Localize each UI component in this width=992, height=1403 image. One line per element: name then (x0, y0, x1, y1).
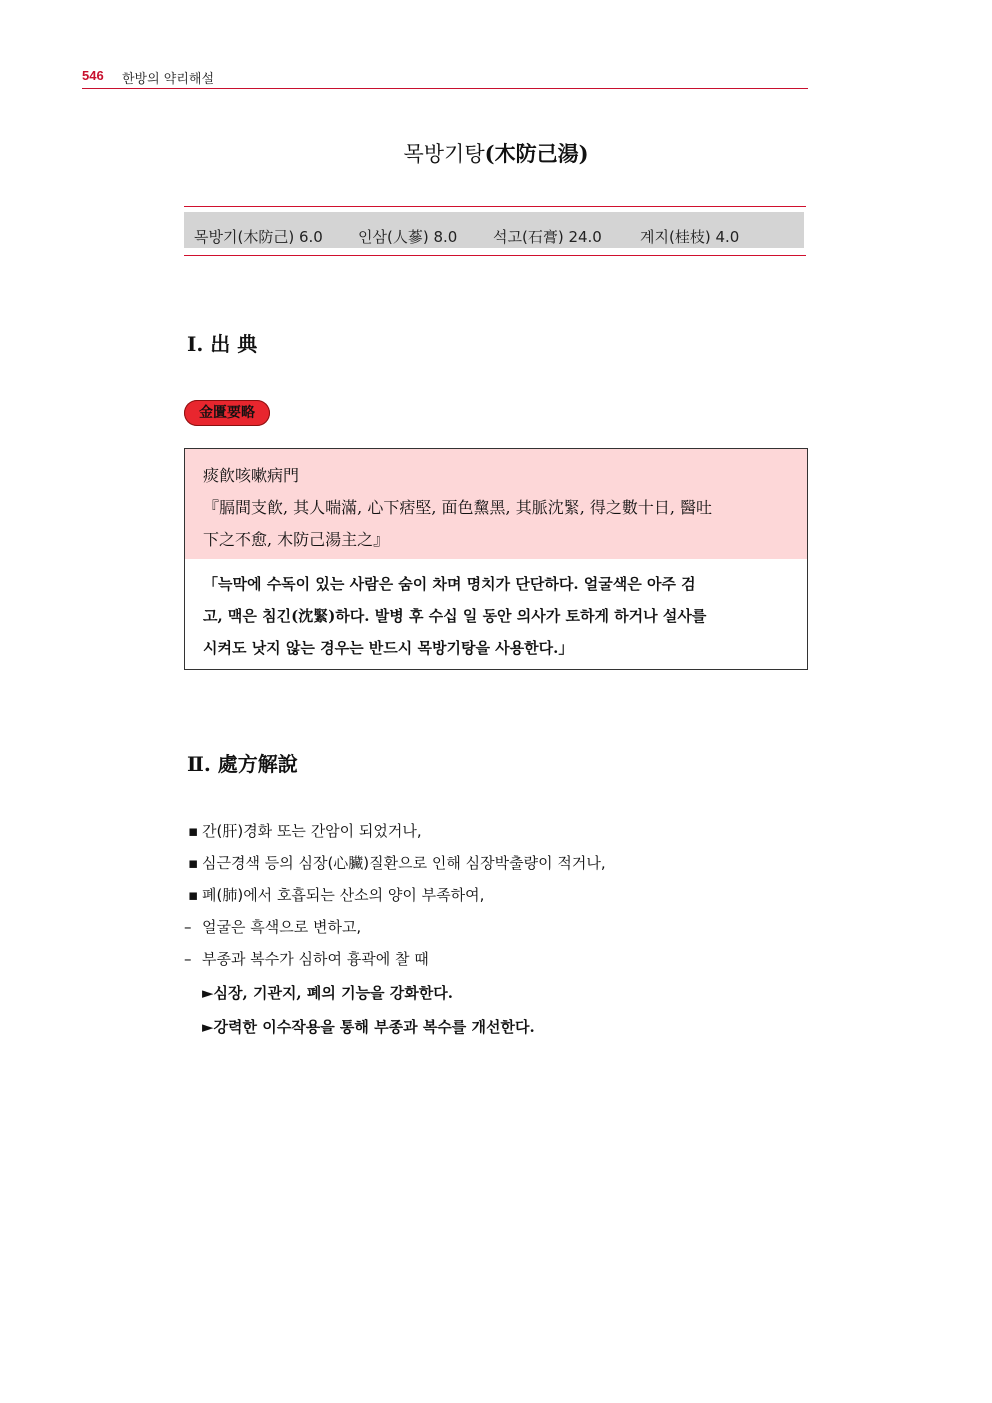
running-title: 한방의 약리해설 (122, 72, 215, 87)
section-heading-source: Ⅰ. 出 典 (187, 332, 258, 356)
dash-item (184, 916, 361, 937)
translation-box (184, 559, 808, 670)
section-heading-explanation: Ⅱ. 處方解說 (187, 752, 298, 776)
translation-line: 시켜도 낫지 않는 경우는 반드시 목방기탕을 사용한다.」 (203, 639, 574, 657)
bullet-mark: ▪ (188, 854, 199, 872)
result-item: ►심장, 기관지, 폐의 기능을 강화한다. (202, 984, 453, 1002)
bullet-text: 간(肝)경화 또는 간암이 되었거나, (202, 822, 422, 840)
dash-mark: – (184, 950, 192, 968)
bullet-text: 폐(肺)에서 호흡되는 산소의 양이 부족하여, (202, 886, 485, 904)
ingredients-bar (184, 212, 804, 248)
dash-item (184, 948, 429, 969)
source-line: 痰飮咳嗽病門 (203, 466, 300, 485)
bullet-mark: ▪ (188, 886, 199, 904)
source-text-box (184, 448, 808, 560)
ingredient-item: 인삼(人蔘) 8.0 (358, 228, 458, 246)
dash-text: 얼굴은 흑색으로 변하고, (202, 918, 362, 936)
page-header (82, 66, 808, 89)
ingredient-item: 석고(石膏) 24.0 (493, 228, 602, 246)
ingredients-panel (184, 206, 806, 256)
bullet-item (188, 852, 606, 873)
translation-line: 고, 맥은 침긴(沈緊)하다. 발병 후 수십 일 동안 의사가 토하게 하거나 설사를 (203, 607, 707, 625)
bullet-mark: ▪ (188, 822, 199, 840)
translation-line: 「늑막에 수독이 있는 사람은 숨이 차며 명치가 단단하다. 얼굴색은 아주 검 (203, 575, 696, 593)
result-item: ►강력한 이수작용을 통해 부종과 복수를 개선한다. (202, 1018, 535, 1036)
bullet-item (188, 820, 422, 841)
ingredient-item: 목방기(木防己) 6.0 (194, 228, 323, 246)
dash-text: 부종과 복수가 심하여 흉곽에 찰 때 (202, 950, 429, 968)
page-number: 546 (82, 68, 104, 83)
prescription-title (0, 138, 992, 168)
title-hanja: (木防己湯) (484, 141, 589, 166)
bullet-text: 심근경색 등의 심장(心臟)질환으로 인해 심장박출량이 적거나, (202, 854, 606, 872)
ingredient-item: 계지(桂枝) 4.0 (640, 228, 740, 246)
source-line: 『膈間支飮, 其人喘滿, 心下痞堅, 面色黧黑, 其脈沈緊, 得之數十日, 醫吐 (203, 498, 713, 517)
dash-mark: – (184, 918, 192, 936)
title-korean: 목방기탕 (403, 142, 485, 166)
source-book-badge: 金匱要略 (184, 400, 270, 426)
bullet-item (188, 884, 484, 905)
source-line: 下之不愈, 木防己湯主之』 (203, 530, 390, 549)
